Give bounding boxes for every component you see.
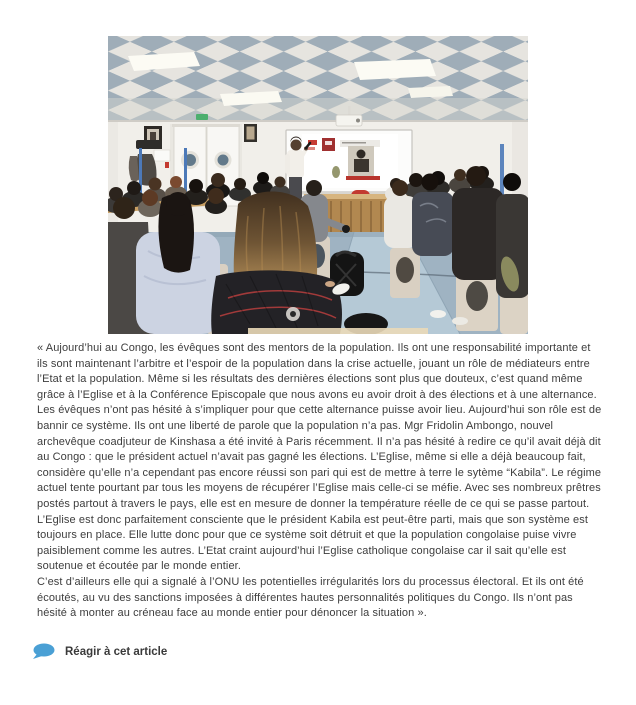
speech-bubble-icon: [32, 643, 56, 660]
ceiling: [108, 36, 528, 123]
article-body: [37, 341, 603, 622]
table-edge: [248, 328, 428, 334]
classroom-photo-illustration: [108, 36, 528, 334]
exit-sign: [196, 114, 208, 120]
article-paragraph-1: « Aujourd’hui au Congo, les évêques sont des mentors de la population. Ils ont une responsabilité importante et ils sont maintenant l’arbitre et l’espoir de la population dans la crise actuelle, jouant un rôle de médiateurs entre l’Etat et la population. Même si les résultats des dernières élections sont plus que douteux, c’est quand même grâce à l’Eglise et à la Conférence Episcopale que nous avons eu avoir droit à des élections et à une alternance. Les évêques n’ont pas hésité à s’impliquer pour que cette alternance puisse avoir lieu. Aujourd’hui son rôle est de bannir ce système. Ils ont une liberté de parole que la population n’a pas. Mgr Fridolin Ambongo, nouvel archevêque coadjuteur de Kinshasa a été invité à Paris récemment. Il n’a pas hésité à redire ce qu’il avait déjà dit au Congo : que le président actuel n’avait pas gagné les élections. L’Eglise, même si elle a déjà beaucoup fait, considère qu’elle n’a cependant pas encore réussi son pari qui est de mettre à terre le sytème “Kabila”. Le régime actuel tente pourtant par tous les moyens de récupérer l’Eglise mais celle-ci se méfie. Avec ses nombreux prêtres postés partout à travers le pays, elle est en mesure de donner la température réelle de ce qui se passe partout. L’Eglise est donc parfaitement consciente que le président Kabila est peut-être parti, mais que son système est toujours en place. Elle lutte donc pour que ce système soit détruit et que la population congolaise puise vivre paisiblement comme les autres. L’Etat craint aujourd’hui l’Eglise catholique congolaise car il sait qu’elle est soutenue et écoutée par le monde entier.: [37, 342, 602, 573]
react-to-article-link[interactable]: [32, 643, 167, 660]
reaction-label: Réagir à cet article: [65, 645, 168, 658]
article-photo: [108, 36, 528, 334]
article-paragraph-2: C’est d’ailleurs elle qui a signalé à l’ONU les potentielles irrégularités lors du processus électoral. Et ils ont été écoutés, au vu des sanctions imposées à différentes hautes personnalités politiques du Congo. Ils n’ont pas hésité à monter au créneau face au monde entier pour dénoncer la situation ».: [37, 575, 584, 620]
